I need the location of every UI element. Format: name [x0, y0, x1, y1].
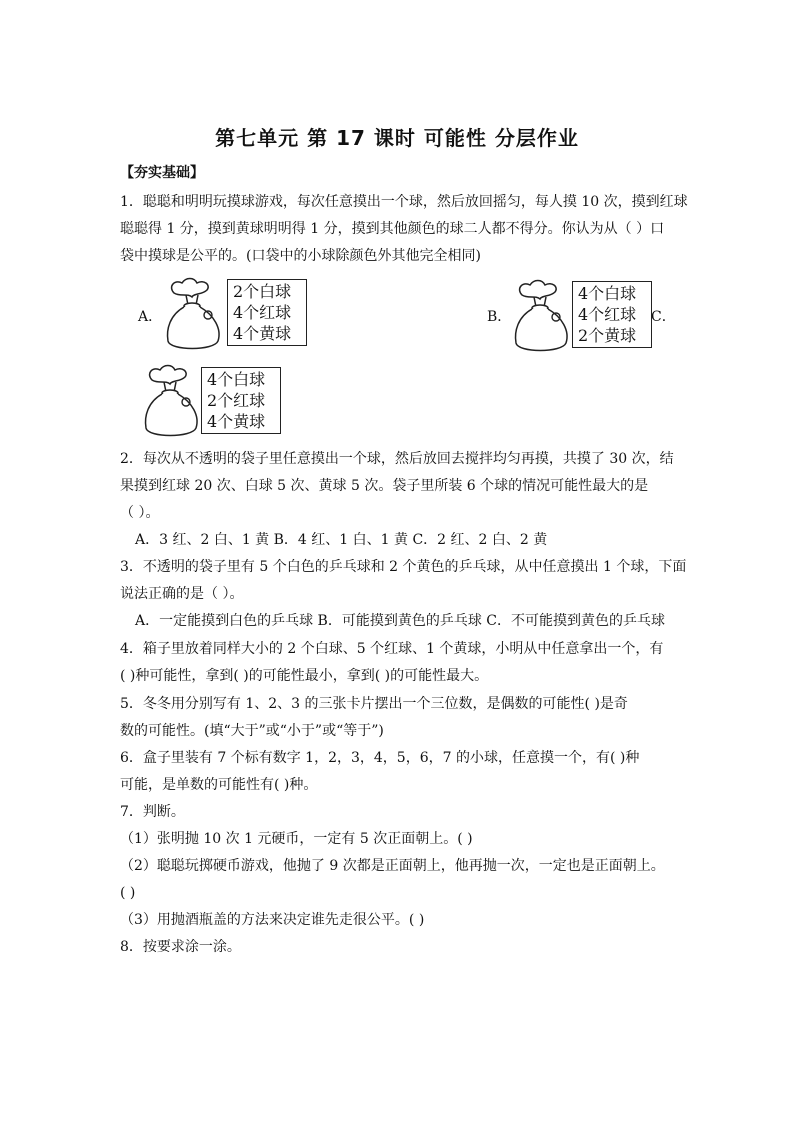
q3-line-2: 说法正确的是（ ）。 — [120, 586, 244, 602]
q2-line-1: 2．每次从不透明的袋子里任意摸出一个球，然后放回去搅拌均匀再摸，共摸了 30 次，结 — [120, 451, 674, 467]
ball-count: 4个白球 — [578, 284, 637, 303]
q3-options: A．一定能摸到白色的乒乓球 B．可能摸到黄色的乒乓球 C．不可能摸到黄色的乒乓球 — [135, 613, 666, 629]
q7-item-3: （3）用抛酒瓶盖的方法来决定谁先走很公平。( ) — [120, 912, 425, 928]
q6-line-2: 可能，是单数的可能性有( )种。 — [120, 777, 318, 793]
ball-count: 4个白球 — [207, 370, 266, 389]
q1-option-c-label: C． — [651, 309, 676, 325]
ball-count: 2个黄球 — [578, 326, 637, 345]
q7-item-2: （2）聪聪玩掷硬币游戏，他抛了 9 次都是正面朝上，他再抛一次，一定也是正面朝上。 — [120, 858, 665, 874]
q1-line-2: 聪聪得 1 分，摸到黄球明明得 1 分，摸到其他颜色的球二人都不得分。你认为从（ ）口 — [120, 221, 665, 237]
q2-line-2: 果摸到红球 20 次、白球 5 次、黄球 5 次。袋子里所装 6 个球的情况可能性最大的是 — [120, 478, 649, 494]
ball-count: 2个白球 — [233, 282, 292, 301]
q2-options: A．3 红、2 白、1 黄 B．4 红、1 白、1 黄 C．2 红、2 白、2 黄 — [135, 532, 548, 548]
ball-count: 4个红球 — [578, 305, 637, 324]
q7-heading: 7．判断。 — [120, 804, 185, 820]
q4-line-1: 4．箱子里放着同样大小的 2 个白球、5 个红球、1 个黄球，小明从中任意拿出一个，有 — [120, 641, 664, 657]
ball-count: 4个黄球 — [233, 324, 292, 343]
q1-option-b-box — [572, 281, 652, 348]
ball-count: 2个红球 — [207, 391, 266, 410]
q5-line-2: 数的可能性。(填“大于”或“小于”或“等于”) — [120, 723, 384, 739]
ball-count: 4个红球 — [233, 303, 292, 322]
bag-icon — [142, 364, 204, 440]
q1-line-1: 1．聪聪和明明玩摸球游戏，每次任意摸出一个球，然后放回摇匀，每人摸 10 次，摸到红球 — [120, 194, 688, 210]
q7-item-1: （1）张明抛 10 次 1 元硬币，一定有 5 次正面朝上。( ) — [120, 831, 473, 847]
bag-icon — [164, 277, 226, 353]
q1-option-a-label: A． — [138, 309, 163, 325]
q2-line-3: （ ）。 — [120, 505, 160, 521]
q1-line-3: 袋中摸球是公平的。(口袋中的小球除颜色外其他完全相同) — [120, 248, 481, 264]
q1-option-c-box — [201, 367, 281, 434]
q4-line-2: ( )种可能性，拿到( )的可能性最小，拿到( )的可能性最大。 — [120, 668, 489, 684]
page-title: 第七单元 第 17 课时 可能性 分层作业 — [215, 126, 579, 150]
ball-count: 4个黄球 — [207, 412, 266, 431]
q6-line-1: 6．盒子里装有 7 个标有数字 1，2，3，4，5，6，7 的小球，任意摸一个，有( )种 — [120, 750, 640, 766]
section-heading: 【夯实基础】 — [120, 165, 204, 181]
q5-line-1: 5．冬冬用分别写有 1、2、3 的三张卡片摆出一个三位数，是偶数的可能性( )是奇 — [120, 696, 628, 712]
q1-option-b-label: B． — [487, 309, 512, 325]
q8-line: 8．按要求涂一涂。 — [120, 939, 241, 955]
q1-option-a-box — [227, 279, 307, 346]
q7-item-2-blank: ( ) — [120, 885, 136, 901]
q3-line-1: 3．不透明的袋子里有 5 个白色的乒乓球和 2 个黄色的乒乓球，从中任意摸出 1 个球，下面 — [120, 559, 687, 575]
bag-icon — [512, 279, 574, 355]
